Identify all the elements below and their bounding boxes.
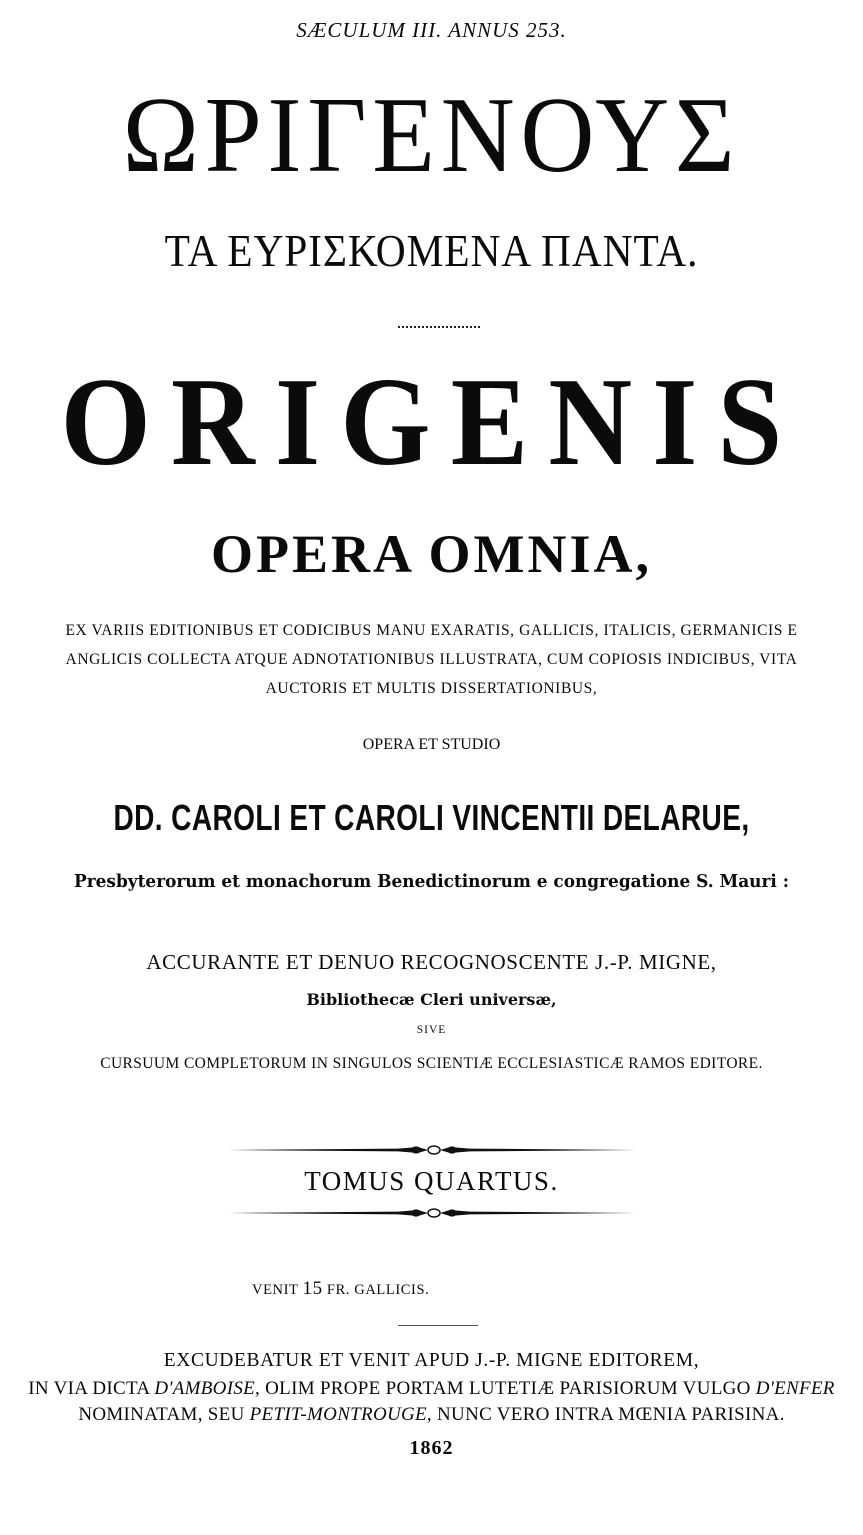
short-divider (398, 1325, 478, 1326)
latin-title: ORIGENIS (60, 353, 803, 492)
opera-et-studio: OPERA ET STUDIO (362, 736, 501, 753)
congregation-line: Presbyterorum et monachorum Benedictinorum e congregatione S. Mauri : (74, 871, 789, 892)
price-prefix: VENIT (252, 1282, 299, 1298)
imprint-damboise: D'AMBOISE (154, 1378, 256, 1399)
imprint-line-2 (0, 1378, 863, 1400)
description-line-3: AUCTORIS ET MULTIS DISSERTATIONIBUS, (265, 680, 598, 697)
imprint-line-1: EXCUDEBATUR ET VENIT APUD J.-P. MIGNE EDITOREM, (163, 1350, 700, 1371)
greek-subtitle: ΤΑ ΕΥΡΙΣΚΟΜΕΝΑ ΠΑΝΤΑ. (164, 225, 699, 276)
ornamental-rule-top (228, 1143, 640, 1157)
imprint-petit-montrouge: PETIT-MONTROUGE (249, 1404, 427, 1425)
saeculum-line: SÆCULUM III. ANNUS 253. (296, 18, 567, 42)
ornamental-rule-bottom (228, 1206, 640, 1220)
editors-names: DD. CAROLI ET CAROLI VINCENTII DELARUE, (113, 797, 750, 838)
accurante-line: ACCURANTE ET DENUO RECOGNOSCENTE J.-P. MIGNE, (146, 950, 717, 974)
imprint-denfer: D'ENFER (755, 1378, 835, 1399)
price-line (252, 1278, 429, 1300)
opera-omnia-heading: OPERA OMNIA, (211, 524, 652, 584)
publication-year: 1862 (409, 1437, 454, 1459)
imprint-line-2c: , OLIM PROPE PORTAM LUTETIÆ PARISIORUM VULGO (255, 1378, 756, 1399)
greek-title: ΩΡΙΓΕΝΟΥΣ (122, 76, 741, 195)
dotted-divider (398, 326, 480, 328)
imprint-line-3a: NOMINATAM, SEU (78, 1404, 250, 1425)
price-suffix: FR. GALLICIS. (326, 1282, 430, 1298)
description-line-1: EX VARIIS EDITIONIBUS ET CODICIBUS MANU EXARATIS, GALLICIS, ITALICIS, GERMANICIS E (65, 622, 798, 639)
price-amount: 15 (302, 1278, 323, 1299)
cursuum-line: CURSUUM COMPLETORUM IN SINGULOS SCIENTIÆ ECCLESIASTICÆ RAMOS EDITORE. (100, 1055, 763, 1072)
volume-label: TOMUS QUARTUS. (304, 1166, 559, 1196)
bibliotheca-line: Bibliothecæ Cleri universæ, (306, 990, 557, 1009)
sive-line: SIVE (416, 1024, 447, 1036)
imprint-line-3c: , NUNC VERO INTRA MŒNIA PARISINA. (426, 1404, 785, 1425)
description-line-2: ANGLICIS COLLECTA ATQUE ADNOTATIONIBUS ILLUSTRATA, CUM COPIOSIS INDICIBUS, VITA (65, 651, 798, 668)
imprint-line-3 (0, 1404, 863, 1426)
imprint-line-2a: IN VIA DICTA (28, 1378, 155, 1399)
